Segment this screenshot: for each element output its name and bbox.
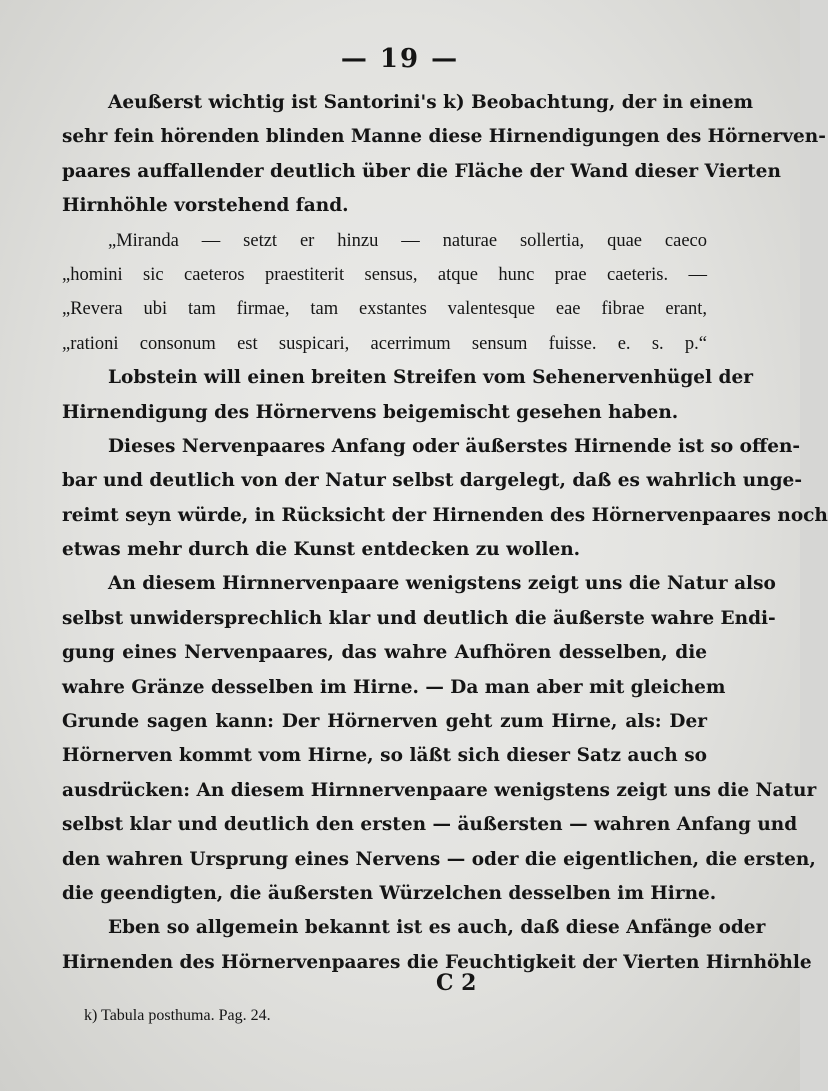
text-line: ausdrücken: An diesem Hirnnervenpaare wenigstens zeigt uns die Natur — [62, 779, 817, 801]
text-line: reimt seyn würde, in Rücksicht der Hirnenden des Hörnervenpaares noch — [62, 504, 828, 526]
body-text — [62, 86, 828, 980]
text-line: sehr fein hörenden blinden Manne diese Hirnendigungen des Hörnerven- — [62, 126, 826, 148]
text-line: Lobstein will einen breiten Streifen vom Sehenervenhügel der — [108, 367, 753, 389]
text-line: „rationi consonum est suspicari, acerrimum sensum fuisse. e. s. p.“ — [62, 333, 707, 354]
text-line: Eben so allgemein bekannt ist es auch, daß diese Anfänge oder — [108, 917, 766, 939]
text-line: selbst unwidersprechlich klar und deutlich die äußerste wahre Endi- — [62, 607, 776, 629]
text-line: An diesem Hirnnervenpaare wenigstens zeigt uns die Natur also — [108, 573, 776, 595]
text-line: die geendigten, die äußersten Würzelchen desselben im Hirne. — [62, 882, 717, 904]
text-line: paares auffallender deutlich über die Fläche der Wand dieser Vierten — [62, 160, 781, 182]
text-line: etwas mehr durch die Kunst entdecken zu wollen. — [62, 539, 581, 561]
text-line: Aeußerst wichtig ist Santorini's k) Beobachtung, der in einem — [108, 92, 754, 113]
text-line: „homini sic caeteros praestiterit sensus, atque hunc prae caeteris. — — [62, 264, 707, 285]
text-line: bar und deutlich von der Natur selbst dargelegt, daß es wahrlich unge- — [62, 470, 802, 492]
page-number: — 19 — — [340, 44, 460, 74]
footnote: k) Tabula posthuma. Pag. 24. — [84, 1007, 271, 1024]
text-line: gung eines Nervenpaares, das wahre Aufhören desselben, die — [62, 642, 707, 664]
text-line: Grunde sagen kann: Der Hörnerven geht zum Hirne, als: Der — [62, 711, 707, 733]
text-line: Hirnendigung des Hörnervens beigemischt gesehen haben. — [62, 401, 679, 423]
text-line: Hirnhöhle vorstehend fand. — [62, 195, 349, 217]
text-line: wahre Gränze desselben im Hirne. — Da man aber mit gleichem — [62, 676, 726, 698]
signature-mark: C 2 — [436, 970, 477, 996]
text-line: selbst klar und deutlich den ersten — äußersten — wahren Anfang und — [62, 814, 798, 836]
text-line: „Miranda — setzt er hinzu — naturae sollertia, quae caeco — [108, 230, 707, 251]
text-line: den wahren Ursprung eines Nervens — oder die eigentlichen, die ersten, — [62, 848, 816, 870]
text-line: Hirnenden des Hörnervenpaares die Feuchtigkeit der Vierten Hirnhöhle — [62, 951, 812, 973]
text-line: „Revera ubi tam firmae, tam exstantes valentesque eae fibrae erant, — [62, 299, 707, 320]
text-line: Hörnerven kommt vom Hirne, so läßt sich dieser Satz auch so — [62, 745, 707, 767]
text-line: Dieses Nervenpaares Anfang oder äußerstes Hirnende ist so offen- — [108, 435, 801, 457]
